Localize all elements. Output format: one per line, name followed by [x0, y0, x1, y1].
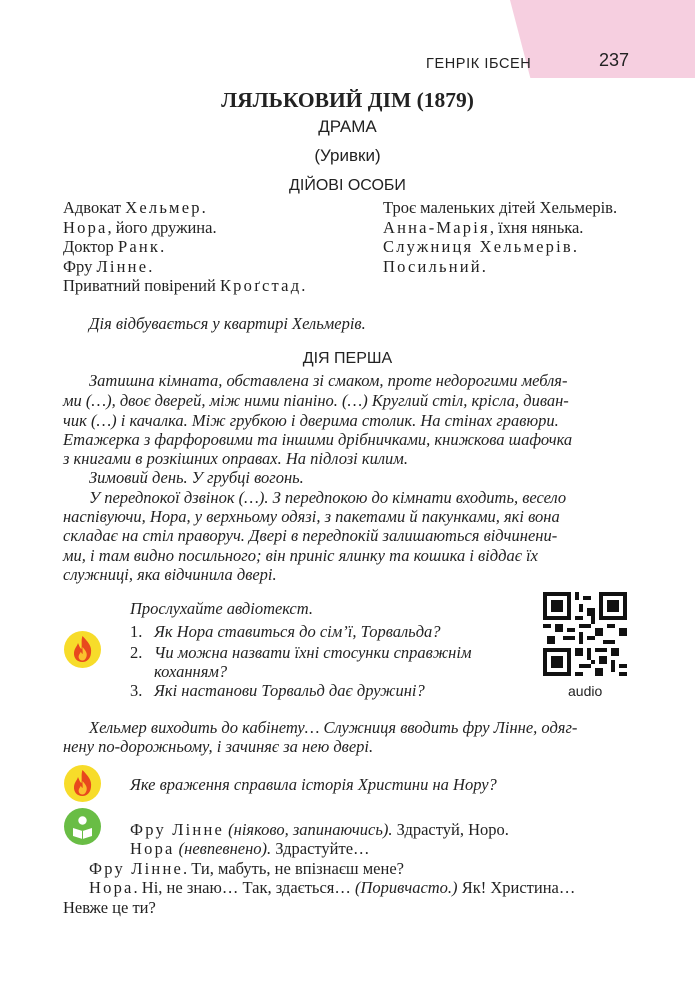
- dialogue-line: Невже це ти?: [63, 898, 156, 917]
- character-entry: Анна-Марія, їхня нянька.: [383, 218, 584, 237]
- fire-icon: [64, 765, 101, 802]
- page-number: 237: [599, 50, 630, 70]
- play-title: ЛЯЛЬКОВИЙ ДІМ (1879): [221, 88, 474, 112]
- task-question: Яке враження справила історія Христини на Нору?: [130, 775, 497, 794]
- qr-code-icon[interactable]: [543, 592, 627, 676]
- character-entry: Приватний повірений Кроґстад.: [63, 276, 306, 295]
- character-entry: Доктор Ранк.: [63, 237, 165, 256]
- dialogue-line: Фру Лінне (ніяково, запинаючись). Здрастуй, Норо.: [130, 820, 509, 839]
- fire-icon: [64, 631, 101, 668]
- character-entry: Служниця Хельмерів.: [383, 237, 577, 256]
- character-entry: Адвокат Хельмер.: [63, 198, 206, 217]
- stage-direction-line: Хельмер виходить до кабінету… Служниця вводить фру Лінне, одяг-: [89, 718, 578, 737]
- dialogue-line: Фру Лінне. Ти, мабуть, не впізнаєш мене?: [89, 859, 404, 878]
- genre: ДРАМА: [318, 117, 377, 136]
- character-entry: Троє маленьких дітей Хельмерів.: [383, 198, 618, 217]
- stage-direction-line: складає на стіл праворуч. Двері в передпокій залишаються відчинени-: [63, 526, 558, 545]
- character-entry: Посильний.: [383, 257, 486, 276]
- character-entry: Нора, його дружина.: [63, 218, 217, 237]
- task-question: 2. Чи можна назвати їхні стосунки справжнім: [130, 643, 472, 662]
- characters-heading: ДІЙОВІ ОСОБИ: [289, 177, 406, 194]
- stage-direction-line: нену по-дорожньому, і зачиняє за нею двері.: [63, 737, 374, 756]
- task-intro: Прослухайте авдіотекст.: [130, 599, 313, 618]
- excerpt-note: (Уривки): [314, 146, 381, 165]
- stage-direction-line: ми (…), двоє дверей, між ними піаніно. (…) Круглий стіл, крісла, диван-: [63, 391, 569, 410]
- act-heading: ДІЯ ПЕРША: [302, 350, 393, 367]
- stage-direction-line: з книгами в розкішних оправах. На підлозі килим.: [63, 449, 408, 468]
- stage-direction-line: Етажерка з фарфоровими та іншими дрібничками, книжкова шафочка: [63, 430, 573, 449]
- stage-direction-line: наспівуючи, Нора, у верхньому одязі, з пакетами й пакунками, які вона: [63, 507, 560, 526]
- qr-caption: audio: [568, 683, 603, 699]
- task-question: 3. Які настанови Торвальд дає дружині?: [130, 681, 425, 700]
- character-entry: Фру Лінне.: [63, 257, 153, 276]
- reading-book-icon: [64, 808, 101, 845]
- stage-direction-line: Зимовий день. У грубці вогонь.: [89, 468, 304, 487]
- stage-direction-line: Затишна кімната, обставлена зі смаком, проте недорогими мебля-: [89, 371, 568, 390]
- dialogue-line: Нора. Ні, не знаю… Так, здається… (Поривчасто.) Як! Христина…: [89, 878, 576, 897]
- stage-direction-line: служниці, яка відчинила двері.: [63, 565, 277, 584]
- task-question: коханням?: [154, 662, 228, 681]
- stage-direction-line: чик (…) і качалка. Між грубкою і дверима столик. На стінах гравюри.: [63, 411, 559, 430]
- setting-note: Дія відбувається у квартирі Хельмерів.: [89, 314, 366, 333]
- dialogue-line: Нора (невпевнено). Здрастуйте…: [130, 839, 370, 858]
- task-question: 1. Як Нора ставиться до сім’ї, Торвальда?: [130, 622, 441, 641]
- stage-direction-line: У передпокої дзвінок (…). З передпокою до кімнати входить, весело: [89, 488, 567, 507]
- running-head: ГЕНРІК ІБСЕН: [426, 56, 532, 72]
- stage-direction-line: ми, і там видно посильного; він приніс ялинку та кошика і віддає їх: [63, 546, 538, 565]
